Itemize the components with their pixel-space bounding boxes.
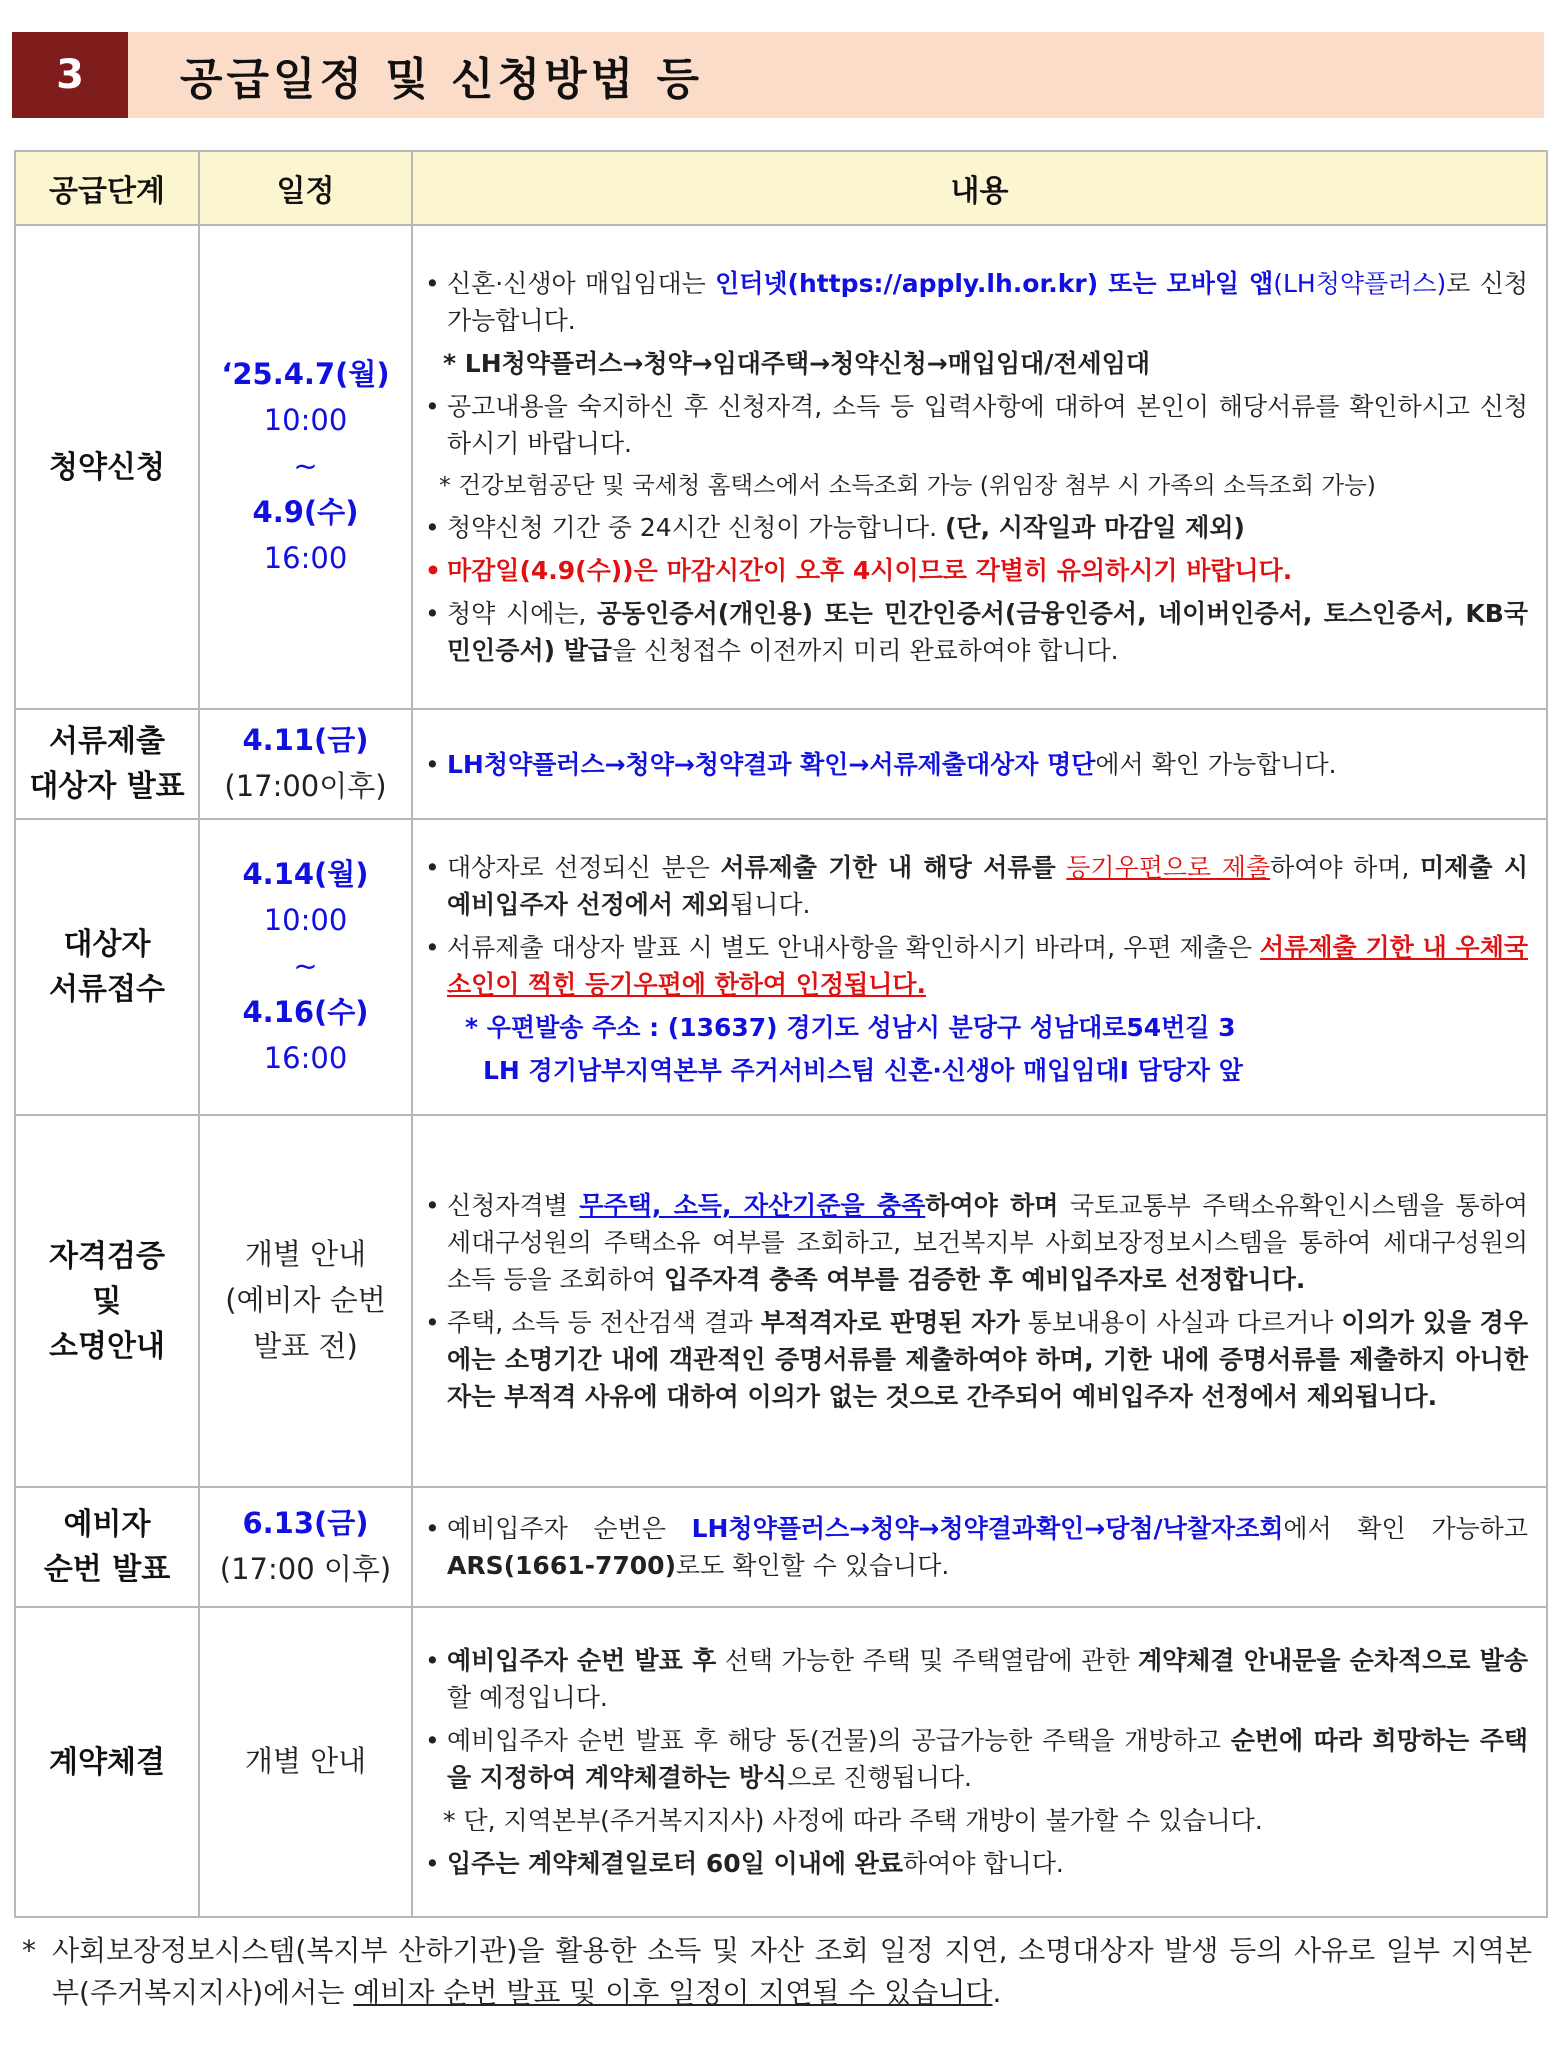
- schedule-time: 16:00: [263, 540, 348, 575]
- mail-recipient: LH 경기남부지역본부 주거서비스팀 신혼·신생아 매입임대Ⅰ 담당자 앞: [483, 1056, 1243, 1085]
- stage-cell: [15, 819, 199, 1115]
- schedule-text: 발표 전): [253, 1328, 358, 1363]
- bullet-icon: •: [425, 598, 440, 628]
- bullet-item: • 예비입주자 순번 발표 후 해당 동(건물)의 공급가능한 주택을 개방하고 순번에 따라 희망하는 주택을 지정하여 계약체결하는 방식으로 진행됩니다.: [425, 1722, 1528, 1796]
- schedule-separator: ~: [293, 949, 318, 984]
- bullet-item: • 청약 시에는, 공동인증서(개인용) 또는 민간인증서(금융인증서, 네이버인증서, 토스인증서, KB국민인증서) 발급을 신청접수 이전까지 미리 완료하여야 합니다.: [425, 595, 1528, 669]
- stage-cell: [15, 709, 199, 819]
- table-row: [15, 1607, 1547, 1917]
- bullet-item: • 입주는 계약체결일로터 60일 이내에 완료하여야 합니다.: [425, 1845, 1528, 1882]
- stage-label: 소명안내: [49, 1328, 165, 1364]
- schedule-date: 4.16(수): [242, 994, 369, 1029]
- content-cell: [412, 819, 1547, 1115]
- stage-cell: [15, 225, 199, 709]
- schedule-date: 4.14(월): [242, 857, 369, 892]
- bullet-item: • 서류제출 대상자 발표 시 별도 안내사항을 확인하시기 바라며, 우편 제출은 서류제출 기한 내 우체국 소인이 찍힌 등기우편에 한하여 인정됩니다.: [425, 929, 1528, 1003]
- table-row: [15, 1115, 1547, 1487]
- content-cell: [412, 225, 1547, 709]
- header-schedule: 일정: [199, 151, 412, 225]
- stage-label: 및: [92, 1283, 122, 1319]
- stage-label: 서류제출: [49, 724, 165, 759]
- bullet-item: • 예비입주자 순번 발표 후 선택 가능한 주택 및 주택열람에 관한 계약체결 안내문을 순차적으로 발송할 예정입니다.: [425, 1642, 1528, 1716]
- schedule-time: 10:00: [263, 403, 348, 438]
- stage-label: 대상자: [63, 927, 151, 962]
- bullet-item: • LH청약플러스→청약→청약결과 확인→서류제출대상자 명단에서 확인 가능합니다.: [425, 746, 1528, 783]
- table-header-row: [15, 151, 1547, 225]
- stage-label: 계약체결: [49, 1744, 165, 1780]
- note-item: * 단, 지역본부(주거복지지사) 사정에 따라 주택 개방이 불가할 수 있습니다.: [443, 1806, 1263, 1835]
- schedule-cell: [199, 1115, 412, 1487]
- stage-label: 대상자 발표: [29, 769, 185, 804]
- schedule-time: (17:00이후): [224, 769, 387, 803]
- schedule-time: (17:00 이후): [219, 1552, 392, 1586]
- bullet-icon: •: [425, 1308, 440, 1337]
- schedule-table: [14, 150, 1548, 1918]
- schedule-time: 16:00: [263, 1040, 348, 1075]
- bullet-item: • 신혼·신생아 매입임대는 인터넷(https://apply.lh.or.kr) 또는 모바일 앱(LH청약플러스)로 신청 가능합니다.: [425, 265, 1528, 339]
- header-content: 내용: [412, 151, 1547, 225]
- footer-emphasis: 예비자 순번 발표 및 이후 일정이 지연될 수 있습니다: [353, 1976, 993, 2009]
- bullet-item: • 주택, 소득 등 전산검색 결과 부적격자로 판명된 자가 통보내용이 사실과 다르거나 이의가 있을 경우에는 소명기간 내에 객관적인 증명서류를 제출하여야 하며, 기한 내에 증명서류를 제출하지 아니한 자는 부적격 사유에 대하여 이의가 없는 것으로 간주되어 예비입주자 선정에서 제외됩니다.: [425, 1304, 1528, 1415]
- content-cell: [412, 1115, 1547, 1487]
- footer-text: * 사회보장정보시스템(복지부 산하기관)을 활용한 소득 및 자산 조회 일정 지연, 소명대상자 발생 등의 사유로 일부 지역본부(주거복지지사)에서는 예비자 순번 발표 및 이후 일정이 지연될 수 있습니다.: [22, 1930, 1532, 2014]
- bullet-item: • 신청자격별 무주택, 소득, 자산기준을 충족하여야 하며 국토교통부 주택소유확인시스템을 통하여 세대구성원의 주택소유 여부를 조회하고, 보건복지부 사회보장정보시스템을 통하여 세대구성원의 소득 등을 조회하여 입주자격 충족 여부를 검증한 후 예비입주자로 선정합니다.: [425, 1187, 1528, 1298]
- schedule-time: 10:00: [263, 903, 348, 938]
- bullet-item: • 청약신청 기간 중 24시간 신청이 가능합니다. (단, 시작일과 마감일 제외): [425, 509, 1528, 546]
- stage-label: 청약신청: [49, 449, 165, 485]
- apply-link-text: 인터넷(https://apply.lh.or.kr) 또는 모바일 앱: [715, 269, 1274, 299]
- content-cell: [412, 709, 1547, 819]
- table-row: [15, 1487, 1547, 1607]
- content-cell: [412, 1607, 1547, 1917]
- schedule-cell: [199, 225, 412, 709]
- footnote-star: *: [22, 1934, 36, 1967]
- deadline-warning: • 마감일(4.9(수))은 마감시간이 오후 4시이므로 각별히 유의하시기 바랍니다.: [425, 552, 1528, 589]
- stage-cell: [15, 1115, 199, 1487]
- schedule-date: 4.9(수): [252, 494, 359, 529]
- bullet-icon: •: [425, 1726, 440, 1755]
- bullet-icon: •: [425, 1646, 440, 1675]
- note-path: * LH청약플러스→청약→임대주택→청약신청→매입임대/전세임대: [443, 349, 1151, 379]
- stage-label: 자격검증: [49, 1238, 165, 1274]
- table-row: [15, 225, 1547, 709]
- mail-address: * 우편발송 주소 : (13637) 경기도 성남시 분당구 성남대로54번길 3: [465, 1013, 1236, 1042]
- stage-cell: [15, 1607, 199, 1917]
- schedule-cell: [199, 709, 412, 819]
- schedule-cell: [199, 1487, 412, 1607]
- content-cell: [412, 1487, 1547, 1607]
- bullet-icon: •: [425, 392, 440, 422]
- note-item: * 건강보험공단 및 국세청 홈택스에서 소득조회 가능 (위임장 첨부 시 가족의 소득조회 가능): [439, 471, 1376, 500]
- bullet-icon: •: [425, 512, 440, 542]
- table-row: [15, 819, 1547, 1115]
- section-number: 3: [12, 32, 128, 118]
- bullet-icon: •: [425, 1514, 440, 1543]
- stage-label: 순번 발표: [43, 1552, 171, 1587]
- bullet-icon: •: [425, 749, 440, 779]
- bullet-item: • 예비입주자 순번은 LH청약플러스→청약→청약결과확인→당첨/낙찰자조회에서 확인 가능하고 ARS(1661-7700)로도 확인할 수 있습니다.: [425, 1510, 1528, 1584]
- section-title: 공급일정 및 신청방법 등: [180, 54, 703, 105]
- footer-note: [22, 1930, 1532, 2014]
- bullet-item: • 공고내용을 숙지하신 후 신청자격, 소득 등 입력사항에 대하여 본인이 해당서류를 확인하시고 신청하시기 바랍니다.: [425, 388, 1528, 462]
- bullet-icon: •: [425, 933, 440, 962]
- bullet-icon: •: [425, 1191, 440, 1220]
- bullet-icon: •: [425, 853, 440, 882]
- bullet-icon: •: [425, 269, 440, 299]
- schedule-cell: [199, 1607, 412, 1917]
- bullet-item: • 대상자로 선정되신 분은 서류제출 기한 내 해당 서류를 등기우편으로 제출하여야 하며, 미제출 시 예비입주자 선정에서 제외됩니다.: [425, 849, 1528, 923]
- bullet-icon: •: [425, 1849, 440, 1878]
- section-banner: [12, 32, 1544, 118]
- stage-label: 서류접수: [49, 972, 165, 1007]
- schedule-date: ‘25.4.7(월): [221, 357, 390, 392]
- schedule-text: 개별 안내: [244, 1744, 367, 1779]
- schedule-separator: ~: [293, 449, 318, 484]
- schedule-date: 6.13(금): [242, 1506, 369, 1541]
- schedule-text: (예비자 순번: [225, 1283, 386, 1318]
- bullet-icon: •: [425, 555, 441, 585]
- schedule-cell: [199, 819, 412, 1115]
- schedule-text: 개별 안내: [244, 1237, 367, 1272]
- stage-label: 예비자: [63, 1507, 151, 1542]
- header-stage: 공급단계: [15, 151, 199, 225]
- stage-cell: [15, 1487, 199, 1607]
- schedule-date: 4.11(금): [242, 723, 369, 758]
- table-row: [15, 709, 1547, 819]
